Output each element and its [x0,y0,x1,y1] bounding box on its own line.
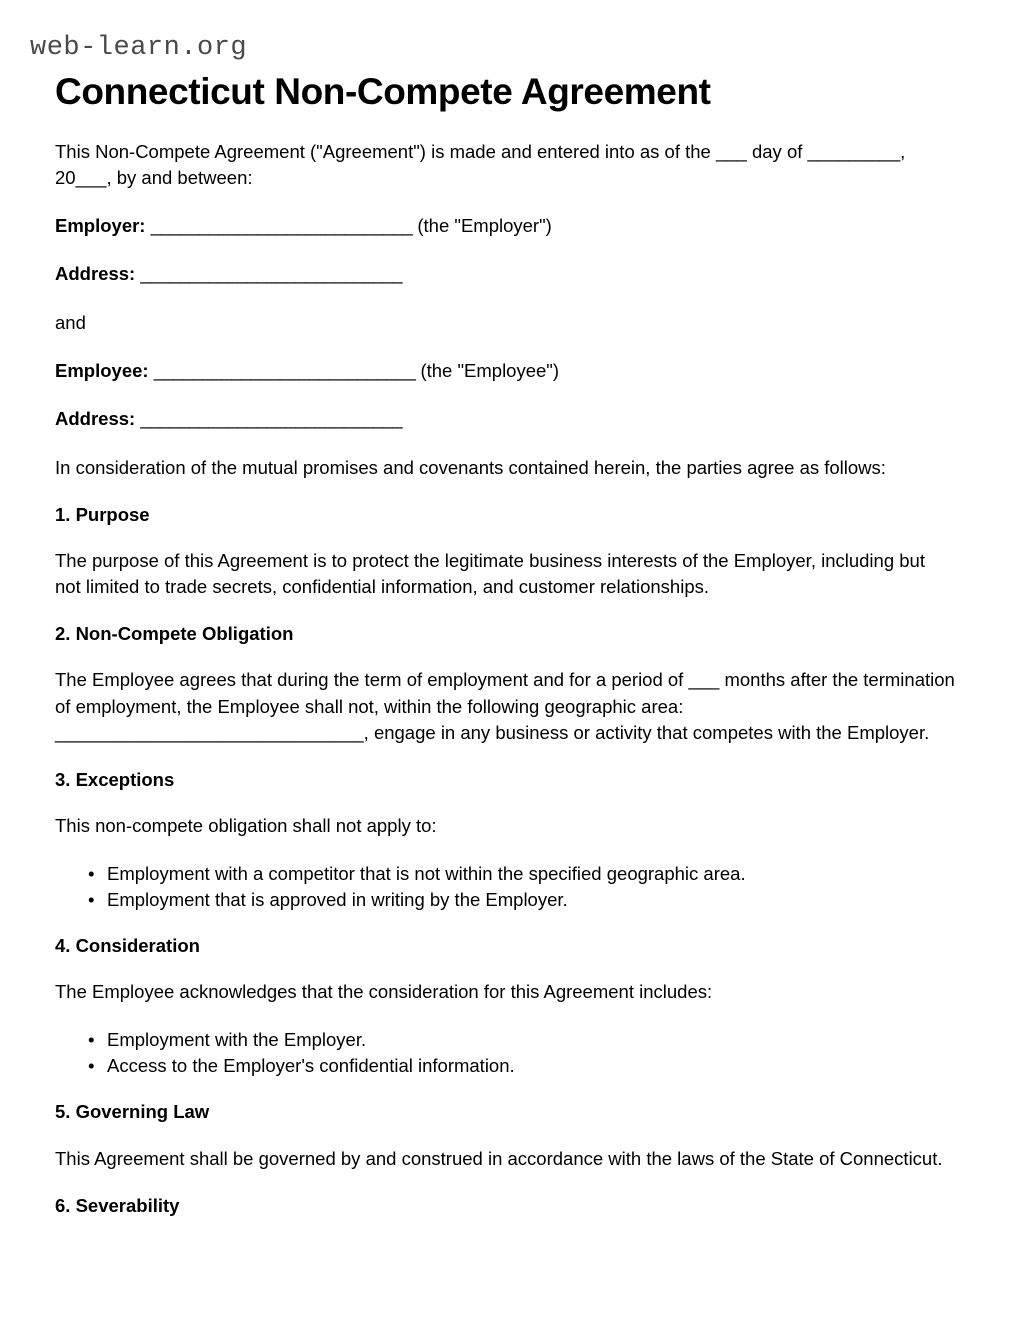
employer-address-blank[interactable]: ___________________________ [140,263,402,285]
section-heading-4: 4. Consideration [55,935,200,957]
employer-address-label: Address: [55,263,136,285]
section-body-5: This Agreement shall be governed by and construed in accordance with the laws of the State of Connecticut. [55,1147,943,1169]
section-body-1: The purpose of this Agreement is to protect the legitimate business interests of the Employer, including but not limited to trade secrets, confidential information, and customer relationships. [55,549,925,598]
section-heading-2: 2. Non-Compete Obligation [55,623,294,645]
employee-label: Employee: [55,360,149,382]
list-item: • Employment with the Employer. [107,1028,955,1052]
section-body-3: This non-compete obligation shall not apply to: [55,815,437,837]
section-body-4: The Employee acknowledges that the consideration for this Agreement includes: [55,981,713,1003]
employee-blank[interactable]: ___________________________ [153,360,416,382]
document-body [55,72,955,1239]
page-title: Connecticut Non-Compete Agreement [55,71,711,112]
section-body-2: The Employee agrees that during the term of employment and for a period of ___ months after the termination of employment, the Employee shall not, within the following geographic area: ______________________________, engage in any business or activity that competes with the Employer. [55,669,955,743]
employee-address-label: Address: [55,408,136,430]
section-heading-1: 1. Purpose [55,503,150,525]
section-heading-3: 3. Exceptions [55,769,175,791]
list-item: • Access to the Employer's confidential information. [107,1054,955,1078]
consideration-list [55,1028,955,1079]
site-logo: web-learn.org [30,33,248,63]
list-item: • Employment that is approved in writing by the Employer. [107,888,955,912]
conjunction-and: and [55,311,86,333]
exceptions-list [55,862,955,913]
consideration-lead-paragraph: In consideration of the mutual promises and covenants contained herein, the parties agree as follows: [55,456,886,478]
employer-suffix: (the "Employer") [417,215,552,237]
intro-paragraph: This Non-Compete Agreement ("Agreement") is made and entered into as of the ___ day of _________, 20___, by and between: [55,140,906,188]
list-item: • Employment with a competitor that is not within the specified geographic area. [107,862,955,886]
section-heading-6: 6. Severability [55,1194,180,1216]
employee-address-blank[interactable]: ___________________________ [140,408,402,430]
employer-field-row [55,213,955,239]
employee-address-row [55,406,955,432]
section-heading-5: 5. Governing Law [55,1101,210,1123]
employer-blank[interactable]: ___________________________ [150,215,413,237]
employer-address-row [55,261,955,287]
employee-suffix: (the "Employee") [420,360,560,382]
employee-field-row [55,358,955,384]
employer-label: Employer: [55,215,146,237]
